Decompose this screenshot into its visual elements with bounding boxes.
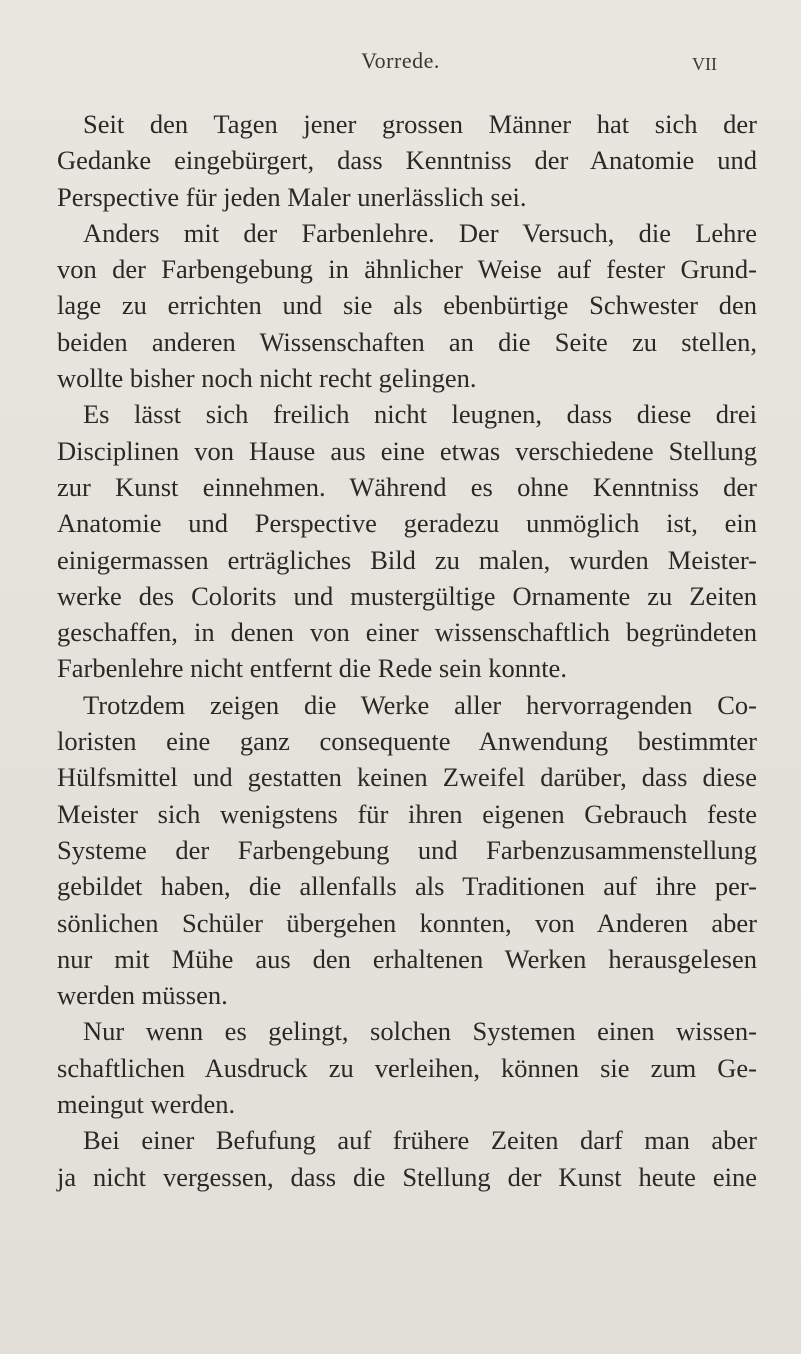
text-line: geschaffen, in denen von einer wissenschaftlich begründeten: [57, 617, 757, 648]
text-line: wollte bisher noch nicht recht gelingen.: [57, 363, 477, 394]
text-line: Es lässt sich freilich nicht leugnen, dass diese drei: [83, 399, 757, 430]
text-line: werden müssen.: [57, 980, 228, 1011]
text-line: werke des Colorits und mustergültige Ornamente zu Zeiten: [57, 580, 757, 611]
text-line: meingut werden.: [57, 1089, 236, 1120]
text-line: einigermassen erträgliches Bild zu malen, wurden Meister-: [57, 544, 757, 575]
text-line: schaftlichen Ausdruck zu verleihen, können sie zum Ge-: [57, 1052, 757, 1083]
text-line: Hülfsmittel und gestatten keinen Zweifel darüber, dass diese: [57, 762, 757, 793]
page-number: VII: [692, 54, 717, 74]
text-line: Disciplinen von Hause aus eine etwas verschiedene Stellung: [57, 435, 757, 466]
text-line: Seit den Tagen jener grossen Männer hat sich der: [83, 109, 757, 139]
text-line: Meister sich wenigstens für ihren eigenen Gebrauch feste: [57, 798, 757, 829]
text-line: Gedanke eingebürgert, dass Kenntniss der Anatomie und: [57, 145, 757, 176]
text-line: Nur wenn es gelingt, solchen Systemen einen wissen-: [83, 1016, 757, 1047]
text-line: Perspective für jeden Maler unerlässlich sei.: [57, 181, 527, 212]
running-head: Vorrede.: [361, 48, 440, 73]
text-line: Bei einer Befufung auf frühere Zeiten darf man aber: [83, 1125, 757, 1156]
text-line: von der Farbengebung in ähnlicher Weise auf fester Grund-: [57, 254, 757, 285]
text-line: zur Kunst einnehmen. Während es ohne Kenntniss der: [57, 471, 757, 502]
text-line: Farbenlehre nicht entfernt die Rede sein konnte.: [57, 653, 567, 684]
text-line: Trotzdem zeigen die Werke aller hervorragenden Co-: [83, 689, 757, 720]
text-line: ja nicht vergessen, dass die Stellung der Kunst heute eine: [57, 1161, 757, 1192]
text-line: Anatomie und Perspective geradezu unmöglich ist, ein: [57, 508, 757, 539]
text-line: gebildet haben, die allenfalls als Traditionen auf ihre per-: [57, 871, 757, 902]
text-line: beiden anderen Wissenschaften an die Seite zu stellen,: [57, 326, 757, 357]
text-line: loristen eine ganz consequente Anwendung bestimmter: [57, 726, 757, 757]
text-line: sönlichen Schüler übergehen konnten, von Anderen aber: [57, 907, 757, 938]
text-line: nur mit Mühe aus den erhaltenen Werken herausgelesen: [57, 943, 757, 974]
text-line: lage zu errichten und sie als ebenbürtige Schwester den: [57, 290, 757, 321]
body-text: [57, 106, 757, 1195]
text-line: Anders mit der Farbenlehre. Der Versuch, die Lehre: [83, 217, 757, 248]
text-line: Systeme der Farbengebung und Farbenzusammenstellung: [57, 834, 757, 865]
